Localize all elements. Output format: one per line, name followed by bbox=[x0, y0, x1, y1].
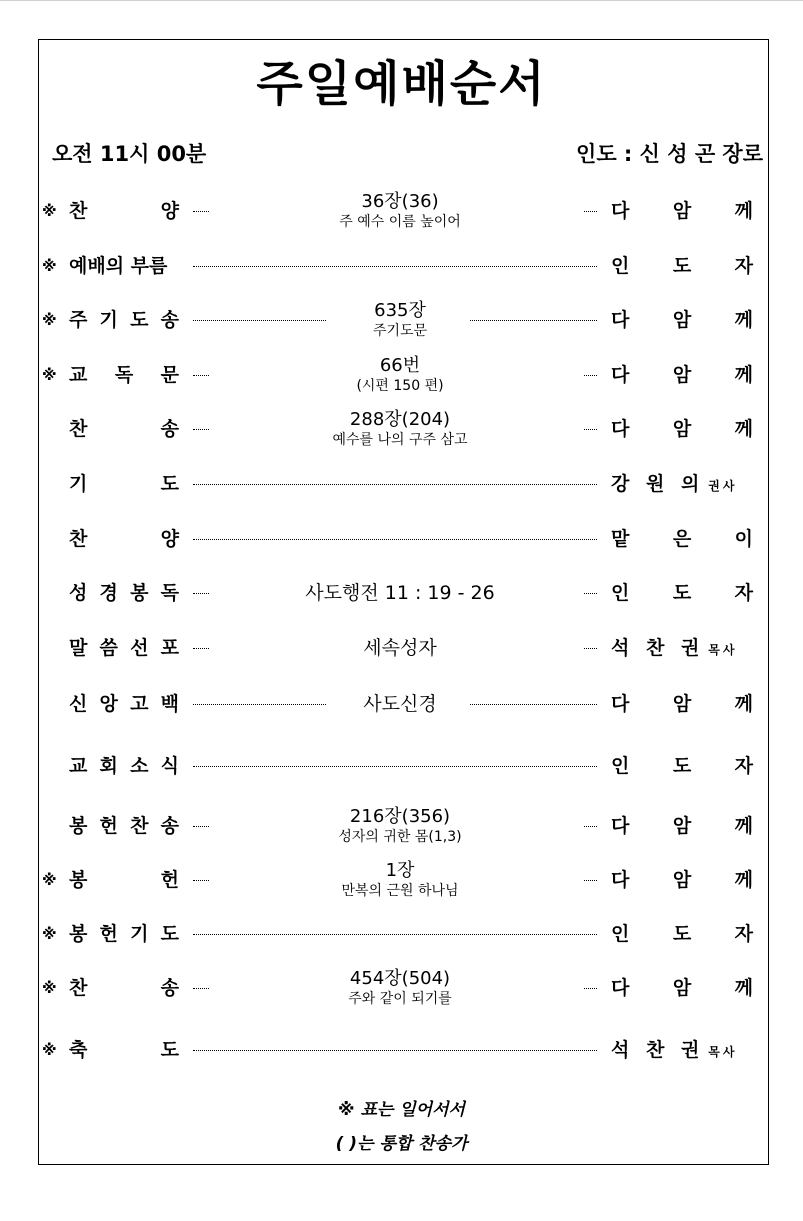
scripture-or-sermon: 세속성자 bbox=[363, 637, 437, 659]
hymn-number: 635장 bbox=[374, 300, 426, 321]
hymn-reference bbox=[280, 573, 520, 613]
dotted-leader bbox=[193, 484, 597, 485]
dotted-leader bbox=[584, 375, 597, 376]
label-char: 말 bbox=[69, 637, 88, 659]
hymn-title: 주와 같이 되기를 bbox=[348, 991, 452, 1007]
responsible-person bbox=[611, 573, 753, 613]
dotted-leader bbox=[193, 539, 597, 540]
person-char: 암 bbox=[672, 977, 692, 999]
service-item-label bbox=[69, 746, 179, 786]
service-row bbox=[0, 246, 803, 286]
service-item-label bbox=[69, 409, 179, 449]
service-leader: 인도 : 신 성 곤 장로 bbox=[576, 142, 763, 166]
page-title: 주일예배순서 bbox=[256, 56, 547, 112]
hymn-number: 36장(36) bbox=[361, 191, 439, 212]
label-char: 문 bbox=[160, 364, 179, 386]
label-char: 예배의 부름 bbox=[69, 255, 168, 277]
service-item-label bbox=[69, 806, 179, 846]
dotted-leader bbox=[193, 934, 597, 935]
label-char: 기 bbox=[130, 923, 149, 945]
dotted-leader bbox=[193, 1050, 597, 1051]
hymn-reference bbox=[280, 684, 520, 724]
hymn-reference bbox=[280, 409, 520, 449]
service-row bbox=[0, 628, 803, 668]
person-char: 다 bbox=[611, 977, 630, 999]
label-char: 찬 bbox=[69, 528, 88, 550]
service-item-label bbox=[69, 246, 179, 286]
service-row bbox=[0, 464, 803, 504]
standing-mark: ※ bbox=[42, 366, 57, 384]
hymn-number: 66번 bbox=[379, 355, 421, 376]
standing-mark: ※ bbox=[42, 202, 57, 220]
person-char: 다 bbox=[611, 693, 630, 715]
label-char: 도 bbox=[160, 1039, 179, 1061]
label-char: 헌 bbox=[160, 869, 179, 891]
responsible-person bbox=[611, 300, 753, 340]
label-char: 고 bbox=[130, 693, 149, 715]
footer-note-hymnal: ( )는 통합 찬송가 bbox=[335, 1134, 468, 1154]
hymn-reference bbox=[280, 355, 520, 395]
person-char: 다 bbox=[611, 364, 630, 386]
hymn-title: 성자의 귀한 몸(1,3) bbox=[338, 829, 462, 845]
label-char: 회 bbox=[99, 755, 118, 777]
person-char: 암 bbox=[672, 364, 692, 386]
person-char: 께 bbox=[734, 693, 753, 715]
hymn-number: 1장 bbox=[385, 860, 415, 881]
person-char: 께 bbox=[734, 364, 753, 386]
person-char: 다 bbox=[611, 418, 630, 440]
person-char: 암 bbox=[672, 309, 692, 331]
person-char: 암 bbox=[672, 693, 692, 715]
label-char: 양 bbox=[160, 528, 179, 550]
service-item-label bbox=[69, 684, 179, 724]
label-char: 찬 bbox=[69, 200, 88, 222]
service-row bbox=[0, 968, 803, 1008]
person-title: 목사 bbox=[708, 643, 738, 657]
service-item-label bbox=[69, 355, 179, 395]
person-char: 암 bbox=[672, 869, 692, 891]
responsible-person bbox=[611, 684, 753, 724]
hymn-title: 주 예수 이름 높이어 bbox=[339, 214, 461, 230]
responsible-person bbox=[611, 746, 753, 786]
dotted-leader bbox=[584, 648, 597, 649]
responsible-person bbox=[611, 355, 753, 395]
service-item-label bbox=[69, 914, 179, 954]
label-char: 송 bbox=[160, 815, 179, 837]
person-char: 인 bbox=[611, 755, 630, 777]
responsible-person bbox=[611, 1030, 753, 1072]
label-char: 식 bbox=[160, 755, 179, 777]
responsible-person bbox=[611, 409, 753, 449]
responsible-person bbox=[611, 968, 753, 1008]
dotted-leader bbox=[193, 266, 597, 267]
dotted-leader bbox=[193, 593, 209, 594]
person-char: 자 bbox=[734, 582, 753, 604]
label-char: 앙 bbox=[99, 693, 118, 715]
person-char: 께 bbox=[734, 977, 753, 999]
label-char: 독 bbox=[160, 582, 179, 604]
label-char: 찬 bbox=[130, 815, 149, 837]
label-char: 선 bbox=[130, 637, 149, 659]
dotted-leader bbox=[584, 826, 597, 827]
dotted-leader bbox=[193, 429, 209, 430]
service-item-label bbox=[69, 300, 179, 340]
person-char: 께 bbox=[734, 815, 753, 837]
dotted-leader bbox=[584, 211, 597, 212]
label-char: 소 bbox=[130, 755, 149, 777]
person-char: 께 bbox=[734, 309, 753, 331]
service-row bbox=[0, 746, 803, 786]
hymn-reference bbox=[280, 806, 520, 846]
label-char: 봉 bbox=[69, 923, 88, 945]
hymn-reference bbox=[280, 968, 520, 1008]
dotted-leader bbox=[584, 429, 597, 430]
person-char: 인 bbox=[611, 255, 630, 277]
footer-note-standing: ※ 표는 일어서서 bbox=[338, 1100, 465, 1120]
service-item-label bbox=[69, 1030, 179, 1070]
label-char: 백 bbox=[160, 693, 179, 715]
dotted-leader bbox=[193, 766, 597, 767]
person-char: 께 bbox=[734, 869, 753, 891]
label-char: 송 bbox=[160, 418, 179, 440]
service-item-label bbox=[69, 573, 179, 613]
label-char: 씀 bbox=[99, 637, 118, 659]
person-char: 다 bbox=[611, 200, 630, 222]
hymn-title: (시편 150 편) bbox=[356, 378, 444, 394]
service-item-label bbox=[69, 464, 179, 504]
person-char: 도 bbox=[672, 255, 692, 277]
person-char: 맡 bbox=[611, 528, 630, 550]
person-title: 권사 bbox=[708, 479, 738, 493]
hymn-reference bbox=[280, 860, 520, 900]
label-char: 도 bbox=[160, 923, 179, 945]
person-name: 강 원 의 bbox=[611, 473, 705, 495]
hymn-number: 288장(204) bbox=[349, 409, 451, 430]
dotted-leader bbox=[584, 988, 597, 989]
person-char: 다 bbox=[611, 815, 630, 837]
person-name: 석 찬 권 bbox=[611, 637, 705, 659]
dotted-leader bbox=[193, 648, 209, 649]
label-char: 신 bbox=[69, 693, 88, 715]
person-char: 은 bbox=[672, 528, 692, 550]
service-item-label bbox=[69, 519, 179, 559]
service-row bbox=[0, 573, 803, 613]
hymn-reference bbox=[280, 628, 520, 668]
standing-mark: ※ bbox=[42, 257, 57, 275]
label-char: 교 bbox=[69, 755, 88, 777]
service-row bbox=[0, 1030, 803, 1070]
service-row bbox=[0, 806, 803, 846]
label-char: 도 bbox=[130, 309, 149, 331]
person-char: 께 bbox=[734, 200, 753, 222]
responsible-person bbox=[611, 191, 753, 231]
dotted-leader bbox=[193, 880, 209, 881]
hymn-number: 216장(356) bbox=[349, 806, 451, 827]
person-char: 암 bbox=[672, 200, 692, 222]
hymn-title: 주기도문 bbox=[372, 323, 428, 339]
label-char: 봉 bbox=[69, 869, 88, 891]
responsible-person bbox=[611, 519, 753, 559]
label-char: 포 bbox=[160, 637, 179, 659]
service-item-label bbox=[69, 968, 179, 1008]
person-char: 이 bbox=[734, 528, 753, 550]
dotted-leader bbox=[193, 826, 209, 827]
hymn-title: 예수를 나의 구주 삼고 bbox=[332, 432, 468, 448]
person-char: 도 bbox=[672, 755, 692, 777]
label-char: 기 bbox=[99, 309, 118, 331]
person-char: 다 bbox=[611, 869, 630, 891]
hymn-number: 454장(504) bbox=[349, 968, 451, 989]
label-char: 주 bbox=[69, 309, 88, 331]
hymn-reference bbox=[280, 300, 520, 340]
label-char: 성 bbox=[69, 582, 88, 604]
service-row bbox=[0, 191, 803, 231]
responsible-person bbox=[611, 464, 753, 506]
label-char: 독 bbox=[114, 364, 134, 386]
person-char: 도 bbox=[672, 923, 692, 945]
service-row bbox=[0, 684, 803, 724]
person-char: 자 bbox=[734, 755, 753, 777]
dotted-leader bbox=[193, 375, 209, 376]
dotted-leader bbox=[193, 988, 209, 989]
person-char: 인 bbox=[611, 923, 630, 945]
responsible-person bbox=[611, 914, 753, 954]
scripture-or-sermon: 사도행전 11 : 19 - 26 bbox=[305, 582, 495, 604]
label-char: 양 bbox=[160, 200, 179, 222]
person-char: 자 bbox=[734, 923, 753, 945]
label-char: 기 bbox=[69, 473, 88, 495]
top-rule bbox=[0, 0, 803, 1]
service-item-label bbox=[69, 628, 179, 668]
label-char: 송 bbox=[160, 309, 179, 331]
label-char: 축 bbox=[69, 1039, 88, 1061]
service-item-label bbox=[69, 860, 179, 900]
person-char: 암 bbox=[672, 418, 692, 440]
scripture-or-sermon: 사도신경 bbox=[363, 693, 437, 715]
label-char: 찬 bbox=[69, 418, 88, 440]
person-title: 목사 bbox=[708, 1045, 738, 1059]
service-item-label bbox=[69, 191, 179, 231]
service-row bbox=[0, 300, 803, 340]
service-row bbox=[0, 914, 803, 954]
standing-mark: ※ bbox=[42, 311, 57, 329]
person-name: 석 찬 권 bbox=[611, 1039, 705, 1061]
hymn-reference bbox=[280, 191, 520, 231]
hymn-title: 만복의 근원 하나님 bbox=[341, 883, 459, 899]
person-char: 도 bbox=[672, 582, 692, 604]
person-char: 암 bbox=[672, 815, 692, 837]
label-char: 도 bbox=[160, 473, 179, 495]
label-char: 헌 bbox=[99, 815, 118, 837]
label-char: 경 bbox=[99, 582, 118, 604]
label-char: 교 bbox=[69, 364, 88, 386]
responsible-person bbox=[611, 628, 753, 670]
person-char: 께 bbox=[734, 418, 753, 440]
responsible-person bbox=[611, 860, 753, 900]
person-char: 다 bbox=[611, 309, 630, 331]
label-char: 헌 bbox=[99, 923, 118, 945]
standing-mark: ※ bbox=[42, 871, 57, 889]
dotted-leader bbox=[584, 593, 597, 594]
person-char: 인 bbox=[611, 582, 630, 604]
dotted-leader bbox=[584, 880, 597, 881]
standing-mark: ※ bbox=[42, 979, 57, 997]
service-row bbox=[0, 355, 803, 395]
person-char: 자 bbox=[734, 255, 753, 277]
responsible-person bbox=[611, 246, 753, 286]
standing-mark: ※ bbox=[42, 925, 57, 943]
service-time: 오전 11시 00분 bbox=[52, 142, 207, 166]
service-row bbox=[0, 409, 803, 449]
dotted-leader bbox=[193, 211, 209, 212]
label-char: 송 bbox=[160, 977, 179, 999]
service-row bbox=[0, 860, 803, 900]
label-char: 봉 bbox=[69, 815, 88, 837]
standing-mark: ※ bbox=[42, 1041, 57, 1059]
label-char: 봉 bbox=[130, 582, 149, 604]
responsible-person bbox=[611, 806, 753, 846]
service-row bbox=[0, 519, 803, 559]
label-char: 찬 bbox=[69, 977, 88, 999]
